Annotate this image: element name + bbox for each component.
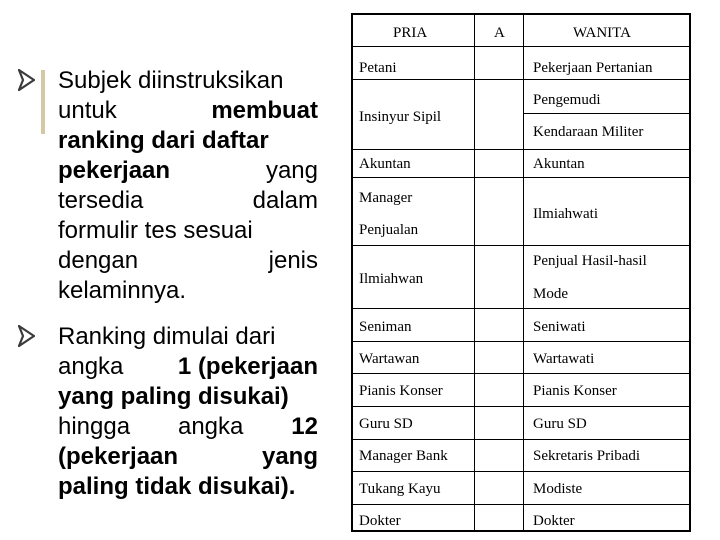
bullet-line: hingga angka 12 xyxy=(58,413,318,440)
bullet-line: angka 1 (pekerjaan xyxy=(58,353,318,380)
wanita-cell: Kendaraan Militer xyxy=(533,124,644,140)
wanita-cell: Penjual Hasil-hasil xyxy=(533,253,647,269)
pria-cell: Petani xyxy=(359,60,397,76)
row-divider xyxy=(353,471,689,472)
bullet-line: pekerjaan yang xyxy=(58,157,318,184)
pria-cell: Guru SD xyxy=(359,416,413,432)
column-divider xyxy=(474,15,475,530)
row-divider xyxy=(353,308,689,309)
bullet-line: dengan jenis xyxy=(58,247,318,274)
row-divider xyxy=(353,177,689,178)
column-divider xyxy=(523,15,524,530)
wanita-cell: Mode xyxy=(533,286,568,302)
bullet-line: untuk membuat xyxy=(58,97,318,124)
wanita-cell: Wartawati xyxy=(533,351,595,367)
job-ranking-table xyxy=(351,13,691,532)
row-divider xyxy=(353,439,689,440)
arrowhead-bullet-icon xyxy=(18,69,35,91)
instructions-panel xyxy=(18,66,318,516)
bullet-line: Subjek diinstruksikan xyxy=(58,67,284,94)
row-divider xyxy=(353,46,689,47)
pria-cell: Seniman xyxy=(359,319,412,335)
header-a: A xyxy=(494,25,505,41)
row-divider xyxy=(353,245,689,246)
bullet-instruction xyxy=(18,66,318,306)
pria-cell: Ilmiahwan xyxy=(359,271,424,287)
highlight-bar xyxy=(41,70,45,134)
row-divider xyxy=(353,504,689,505)
pria-cell: Manager xyxy=(359,190,413,206)
bullet-line: kelaminnya. xyxy=(58,277,187,304)
row-divider xyxy=(353,373,689,374)
wanita-cell: Seniwati xyxy=(533,319,586,335)
row-divider xyxy=(353,341,689,342)
pria-cell: Insinyur Sipil xyxy=(359,109,442,125)
row-divider xyxy=(523,113,689,114)
pria-cell: Wartawan xyxy=(359,351,420,367)
arrowhead-bullet-icon xyxy=(18,325,35,347)
wanita-cell: Pekerjaan Pertanian xyxy=(533,60,653,76)
pria-cell: Tukang Kayu xyxy=(359,481,441,497)
wanita-cell: Modiste xyxy=(533,481,583,497)
bullet-line: formulir tes sesuai xyxy=(58,217,253,244)
pria-cell: Dokter xyxy=(359,513,401,529)
wanita-cell: Sekretaris Pribadi xyxy=(533,448,641,464)
bullet-line: tersedia dalam xyxy=(58,187,318,214)
pria-cell: Manager Bank xyxy=(359,448,448,464)
bullet-line: Ranking dimulai dari xyxy=(58,323,276,350)
wanita-cell: Pianis Konser xyxy=(533,383,617,399)
wanita-cell: Guru SD xyxy=(533,416,587,432)
wanita-cell: Dokter xyxy=(533,513,575,529)
wanita-cell: Pengemudi xyxy=(533,92,601,108)
bullet-line: paling tidak disukai). xyxy=(58,473,296,500)
pria-cell: Pianis Konser xyxy=(359,383,443,399)
bullet-line: (pekerjaan yang xyxy=(58,443,318,470)
bullet-line: ranking dari daftar xyxy=(58,127,269,154)
pria-cell: Penjualan xyxy=(359,222,419,238)
row-divider xyxy=(353,149,689,150)
wanita-cell: Ilmiahwati xyxy=(533,206,598,222)
bullet-ranking xyxy=(18,322,318,502)
header-wanita: WANITA xyxy=(573,25,631,41)
wanita-cell: Akuntan xyxy=(533,156,585,172)
row-divider xyxy=(353,79,689,80)
bullet-line: yang paling disukai) xyxy=(58,383,289,410)
pria-cell: Akuntan xyxy=(359,156,411,172)
header-pria: PRIA xyxy=(393,25,428,41)
row-divider xyxy=(353,406,689,407)
